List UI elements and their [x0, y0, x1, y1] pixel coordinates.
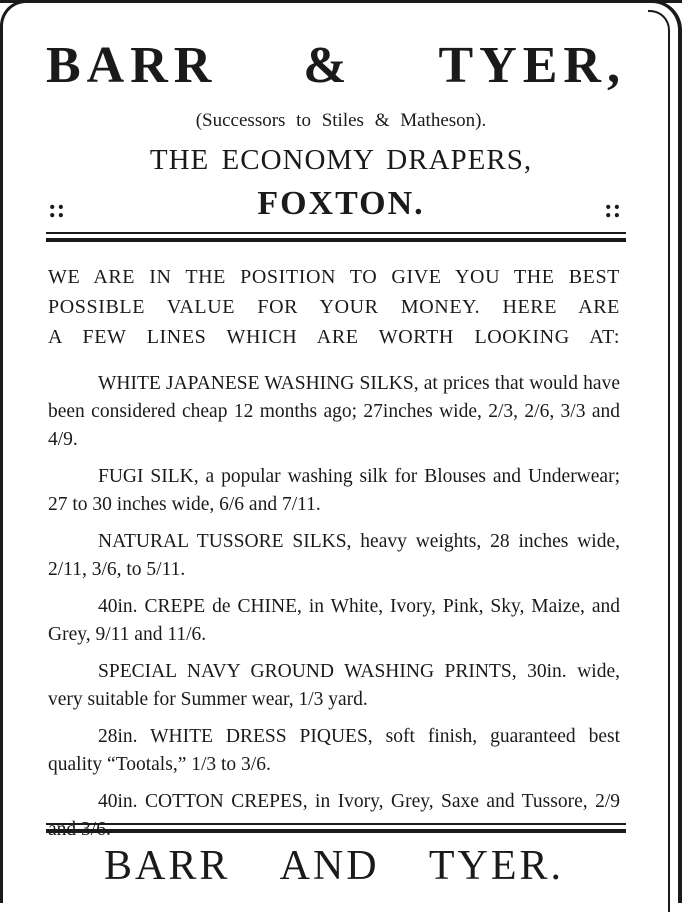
product-list — [48, 370, 620, 853]
product-item: 28in. WHITE DRESS PIQUES, soft finish, guaranteed best quality “Tootals,” 1/3 to 3/6. — [48, 726, 620, 775]
product-item: SPECIAL NAVY GROUND WASHING PRINTS, 30in. wide, very suitable for Summer wear, 1/3 yard. — [48, 661, 620, 710]
product-item: NATURAL TUSSORE SILKS, heavy weights, 28 inches wide, 2/11, 3/6, to 5/11. — [48, 531, 620, 580]
border-left — [0, 0, 29, 903]
location: FOXTON. — [257, 185, 425, 222]
title-word: BARR — [46, 37, 218, 94]
product-item: FUGI SILK, a popular washing silk for Blouses and Underwear; 27 to 30 inches wide, 6/6 and 7/11. — [48, 466, 620, 515]
successors-line: (Successors to Stiles & Matheson). — [195, 110, 487, 131]
footer-divider — [46, 823, 626, 837]
product-item: 40in. COTTON CREPES, in Ivory, Grey, Saxe and Tussore, 2/9 — [98, 791, 620, 812]
tagline: THE ECONOMY DRAPERS, — [149, 144, 533, 176]
header-divider — [46, 232, 626, 246]
title-word: TYER, — [438, 37, 626, 94]
intro-line: POSSIBLE VALUE FOR YOUR MONEY. HERE ARE — [48, 296, 620, 318]
ornament-left: :: — [48, 194, 66, 223]
border-top — [0, 0, 682, 7]
footer-word: AND — [279, 843, 380, 889]
footer-word: BARR — [104, 843, 231, 889]
intro-line: WE ARE IN THE POSITION TO GIVE YOU THE BEST — [48, 266, 620, 288]
product-item: 40in. CREPE de CHINE, in White, Ivory, Pink, Sky, Maize, and Grey, 9/11 and 11/6. — [48, 596, 620, 645]
footer-signature — [104, 842, 564, 890]
intro-line: A FEW LINES WHICH ARE WORTH LOOKING AT: — [48, 326, 620, 348]
advert-title — [46, 34, 626, 98]
footer-word: TYER. — [428, 843, 564, 889]
title-word: & — [303, 37, 353, 94]
product-item: WHITE JAPANESE WASHING SILKS, at prices that would have been considered cheap 12 months ago; 27inches wide, 2/3, 2/6, 3/3 and 4/9. — [48, 373, 620, 450]
intro-paragraph — [48, 262, 620, 352]
ornament-right: :: — [604, 194, 622, 223]
